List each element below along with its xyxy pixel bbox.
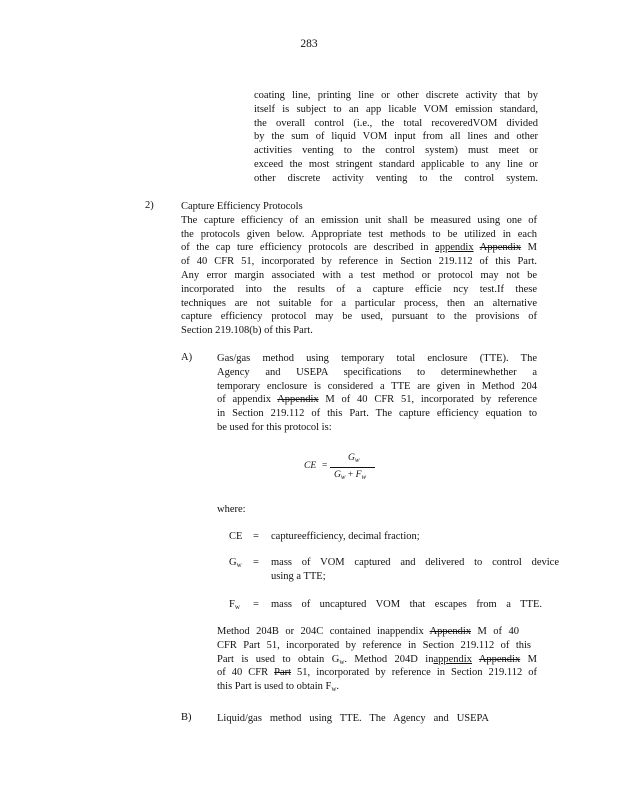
text-run: F: [229, 599, 235, 610]
subscript: w: [339, 657, 345, 666]
item-a-line: be used for this protocol is:: [217, 421, 332, 433]
item-a-line: temporary enclosure is considered a TTE are given in Method 204: [217, 380, 537, 392]
intro-line: coating line, printing line or other discrete activity that by: [254, 90, 538, 101]
subscript: w: [236, 561, 242, 569]
definition-symbol: [229, 598, 240, 612]
section-2-line: techniques are not suitable for a particular process, then an alternative: [181, 297, 537, 309]
intro-line: the overall control (i.e., the total recoveredVOM divided: [254, 117, 538, 129]
intro-line: activities venting to the control system) must meet or: [254, 145, 538, 157]
section-2-line: of 40 CFR 51, incorporated by reference in Section 219.112 of this Part.: [181, 256, 537, 268]
equation-equals: =: [322, 461, 328, 471]
section-2-line: capture efficiency protocol may be used, pursuant to the provisions of: [181, 311, 537, 323]
deleted-text: Part: [274, 667, 292, 679]
subscript: w: [331, 685, 337, 694]
method-line: CFR Part 51, incorporated by reference in Section 219.112 of this: [217, 639, 531, 651]
method-line: [217, 666, 537, 680]
definition-text: using a TTE;: [271, 571, 326, 582]
text-run: this Part is used to obtain F: [217, 681, 332, 693]
subscript: w: [361, 473, 367, 481]
equation-lhs: CE: [304, 461, 317, 471]
text-run: 51, incorporated by reference in Section 219.112 of: [291, 667, 537, 679]
definition-symbol: [229, 556, 242, 570]
deleted-text: Appendix: [429, 626, 472, 637]
item-a-line: Gas/gas method using temporary total enclosure (TTE). The: [217, 353, 537, 364]
item-a-line: in Section 219.112 of this Part. The capture efficiency equation to: [217, 408, 537, 420]
item-a-body: [217, 352, 537, 435]
intro-line: exceed the most stringent standard applicable to any line or: [254, 158, 538, 170]
item-b-marker: B): [181, 712, 192, 723]
text-run: G: [334, 470, 341, 480]
equation-numerator: [348, 453, 360, 463]
text-run: G: [348, 453, 355, 463]
intro-paragraph: [254, 89, 538, 186]
definition-equals: =: [253, 531, 259, 542]
equation-denominator: [334, 470, 366, 480]
text-run: M of 40 CFR 51, incorporated by reference: [318, 394, 538, 406]
text-run: F: [355, 470, 362, 480]
text-run: M of 40: [471, 626, 519, 637]
inserted-text: appendix: [433, 653, 472, 665]
subscript: w: [354, 456, 360, 464]
section-2-line: [181, 241, 537, 255]
method-paragraph: [217, 625, 537, 694]
page-number: 283: [300, 38, 318, 50]
section-2-line: The capture efficiency of an emission unit shall be measured using one of: [181, 214, 537, 226]
method-line: [217, 680, 537, 694]
text-run: Part is used to obtain G: [217, 653, 340, 665]
text-run: M: [521, 242, 537, 254]
definition-equals: =: [253, 599, 259, 610]
deleted-text: Appendix: [277, 394, 319, 406]
section-2-line: Section 219.108(b) of this Part.: [181, 325, 313, 337]
item-a-line: Agency and USEPA specifications to determinewhether a: [217, 366, 537, 378]
inserted-text: appendix: [435, 242, 474, 254]
definition-text: mass of uncaptured VOM that escapes from a TTE.: [271, 599, 542, 610]
text-run: of 40 CFR: [217, 667, 275, 679]
intro-line: by the sum of liquid VOM input from all lines and other: [254, 131, 538, 143]
text-run: [472, 654, 479, 665]
text-run: of the cap ture efficiency protocols are described in: [181, 242, 436, 254]
item-b-body: [217, 712, 489, 726]
text-run: of appendix: [217, 394, 278, 406]
definition-text: captureefficiency, decimal fraction;: [271, 531, 420, 542]
section-2-body: [181, 200, 537, 338]
item-a-line: [217, 393, 537, 407]
method-line: [217, 653, 537, 667]
section-2-number: 2): [145, 200, 154, 211]
intro-line: itself is subject to an app licable VOM emission standard,: [254, 103, 538, 115]
text-run: Method 204B or 204C contained inappendix: [217, 626, 430, 637]
text-run: M: [520, 653, 537, 665]
intro-line: other discrete activity venting to the control system.: [254, 172, 538, 184]
subscript: w: [340, 473, 346, 481]
text-run: G: [229, 557, 237, 568]
definition-text: mass of VOM captured and delivered to control device: [271, 557, 559, 568]
deleted-text: Appendix: [478, 653, 521, 665]
section-2-title: Capture Efficiency Protocols: [181, 201, 303, 212]
text-run: .: [336, 681, 340, 693]
subscript: w: [234, 603, 240, 611]
item-a-marker: A): [181, 352, 193, 363]
text-run: +: [347, 470, 354, 480]
fraction-bar: [330, 467, 375, 468]
text-run: . Method 204D in: [344, 653, 434, 665]
definition-equals: =: [253, 557, 259, 568]
where-label: where:: [217, 504, 246, 515]
definition-symbol: CE: [229, 531, 243, 542]
item-b-line: Liquid/gas method using TTE. The Agency and USEPA: [217, 713, 489, 724]
section-2-line: incorporated into the results of a capture efficie ncy test.If these: [181, 283, 537, 295]
section-2-line: Any error margin associated with a test method or protocol may not be: [181, 269, 537, 281]
method-line: [217, 625, 519, 639]
deleted-text: Appendix: [479, 242, 522, 254]
section-2-line: the protocols given below. Appropriate test methods to be utilized in each: [181, 228, 537, 240]
